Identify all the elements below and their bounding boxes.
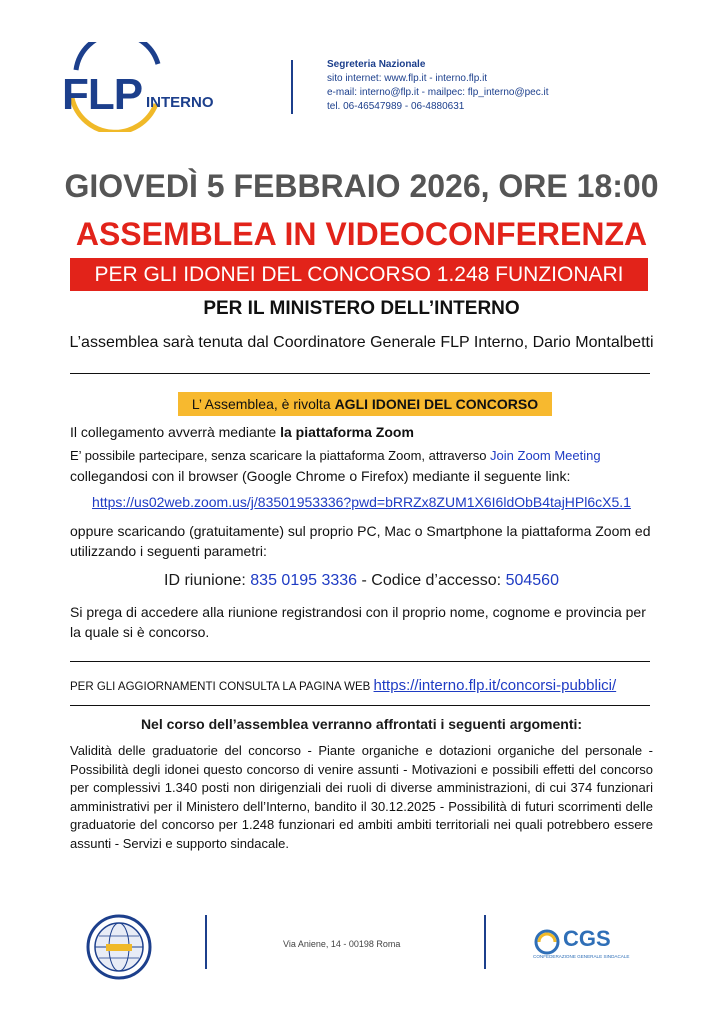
event-date-title: GIOVEDÌ 5 FEBBRAIO 2026, ORE 18:00: [64, 168, 659, 204]
updates-link[interactable]: https://interno.flp.it/concorsi-pubblici/: [373, 677, 617, 694]
contact-web: sito internet: www.flp.it - interno.flp.it: [327, 73, 488, 84]
target-bold: AGLI IDONEI DEL CONCORSO: [334, 396, 539, 412]
zoom-intro-text: E’ possibile partecipare, senza scaricare la piattaforma Zoom, attraverso: [70, 448, 491, 463]
event-main-title: ASSEMBLEA IN VIDEOCONFERENZA: [75, 216, 648, 252]
meeting-code-label: - Codice d’accesso:: [357, 572, 506, 589]
flp-logo: [58, 42, 248, 132]
cgs-text: CGS: [563, 926, 611, 951]
footer-divider-left: [205, 915, 207, 969]
coordinator-subtitle: L’assemblea sarà tenuta dal Coordinatore Generale FLP Interno, Dario Montalbetti: [69, 334, 654, 351]
event-banner: PER GLI IDONEI DEL CONCORSO 1.248 FUNZIONARI: [70, 258, 648, 291]
connection-line: [70, 422, 653, 442]
cgs-subtext: CONFEDERAZIONE GENERALE SINDACALE: [533, 954, 630, 959]
topics-text: Validità delle graduatorie del concorso - Piante organiche e dotazioni organiche del personale - Possibilità degli idonei questo concorso di venire assunti - Motivazioni e possibili effetti del concorso per complessivi 1.340 posti non dirigenziali dei ruoli di diverse amministrazioni, di cui 374 funzionari amministrativi per il Ministero dell’Interno, bandito il 30.12.2025 - Possibilità di futuri scorrimenti delle graduatorie del concorso per 1.248 funzionari ed ambiti ambiti territoriali nei quali potrebbero essere assunti - Servizi e supporto sindacale.: [70, 743, 653, 851]
updates-line: [70, 675, 653, 697]
zoom-intro: [70, 446, 653, 466]
footer-address: Via Aniene, 14 - 00198 Roma: [283, 939, 401, 949]
divider-3: [70, 705, 650, 706]
join-zoom-link[interactable]: Join Zoom Meeting: [490, 448, 601, 463]
divider-1: [70, 373, 650, 374]
meeting-code-value: 504560: [505, 572, 559, 589]
contact-tel: tel. 06-46547989 - 06-4880631: [327, 101, 465, 112]
register-text: Si prega di accedere alla riunione registrandosi con il proprio nome, cognome e provincia per la quale si è concorso.: [70, 604, 646, 640]
logo-text: FLP: [62, 70, 143, 119]
divider-2: [70, 661, 650, 662]
footer-divider-right: [484, 915, 486, 969]
zoom-meeting-link[interactable]: https://us02web.zoom.us/j/83501953336?pwd=bRRZx8ZUM1X6I6ldObB4tajHPl6cX5.1: [92, 494, 631, 510]
logo-subtext: INTERNO: [146, 94, 214, 111]
zoom-intro-2: collegandosi con il browser (Google Chrome o Firefox) mediante il seguente link:: [70, 468, 571, 484]
contact-block: [327, 58, 549, 114]
target-audience-banner: [178, 392, 552, 416]
topics-title: Nel corso dell’assemblea verranno affrontati i seguenti argomenti:: [140, 716, 583, 732]
connection-prefix: Il collegamento avverrà mediante: [70, 424, 281, 440]
contact-title: Segreteria Nazionale: [327, 59, 426, 70]
cgs-logo: [533, 926, 643, 962]
updates-label: PER GLI AGGIORNAMENTI CONSULTA LA PAGINA WEB: [70, 681, 374, 693]
connection-bold: la piattaforma Zoom: [280, 424, 414, 440]
contact-email: e-mail: interno@flp.it - mailpec: flp_interno@pec.it: [327, 87, 549, 98]
download-text: oppure scaricando (gratuitamente) sul proprio PC, Mac o Smartphone la piattaforma Zoom ed utilizzando i seguenti parametri:: [70, 523, 651, 559]
meeting-parameters: [0, 572, 723, 590]
meeting-id-value: 835 0195 3336: [250, 572, 358, 589]
target-prefix: L’ Assemblea, è rivolta: [191, 396, 335, 412]
globe-seal-icon: [86, 914, 152, 980]
header-divider: [291, 60, 293, 114]
cgs-emblem-icon: [533, 928, 561, 956]
meeting-id-label: ID riunione:: [164, 572, 251, 589]
globe-seal-logo: [86, 914, 152, 980]
ministry-title: PER IL MINISTERO DELL’INTERNO: [203, 298, 520, 319]
